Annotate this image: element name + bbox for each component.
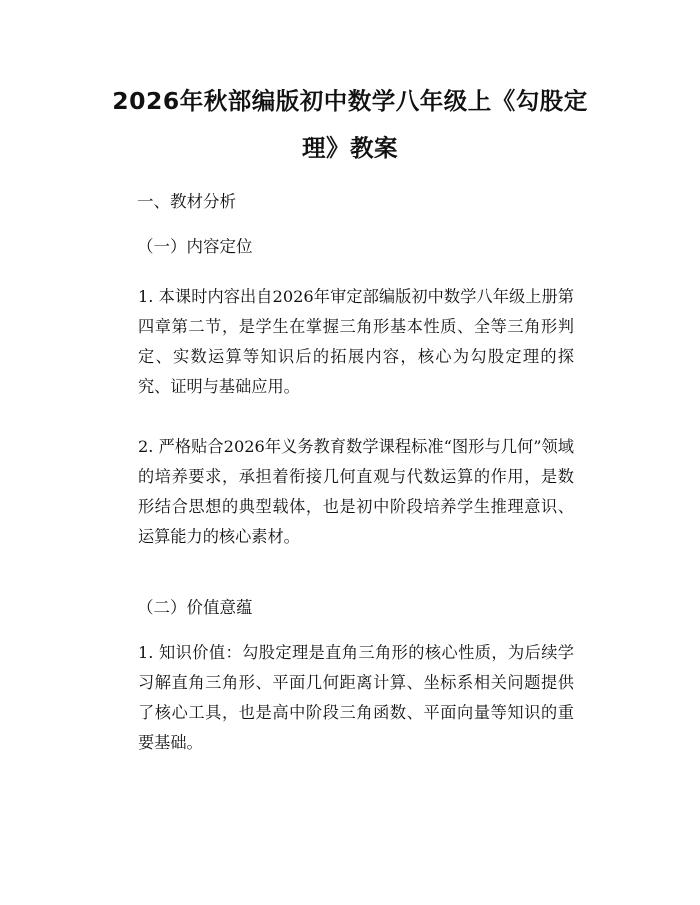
subsection-heading-content-positioning: （一）内容定位 [137, 237, 253, 256]
paragraph-curriculum-alignment: 2. 严格贴合2026年义务教育数学课程标准“图形与几何”领域的培养要求，承担着衔接几何直观与代数运算的作用，是数形结合思想的典型载体，也是初中阶段培养学生推理意识、运算能力的核心素材。 [138, 437, 574, 546]
subsection-heading-value-significance: （二）价值意蕴 [137, 598, 253, 617]
paragraph-knowledge-value: 1. 知识价值：勾股定理是直角三角形的核心性质，为后续学习解直角三角形、平面几何距离计算、坐标系相关问题提供了核心工具，也是高中阶段三角函数、平面向量等知识的重要基础。 [138, 643, 574, 752]
section-heading-textbook-analysis: 一、教材分析 [137, 192, 236, 211]
document-title: 2026年秋部编版初中数学八年级上《勾股定理》教案 [112, 87, 588, 162]
paragraph-content-source: 1. 本课时内容出自2026年审定部编版初中数学八年级上册第四章第二节，是学生在掌握三角形基本性质、全等三角形判定、实数运算等知识后的拓展内容，核心为勾股定理的探究、证明与基础应用。 [138, 287, 574, 396]
